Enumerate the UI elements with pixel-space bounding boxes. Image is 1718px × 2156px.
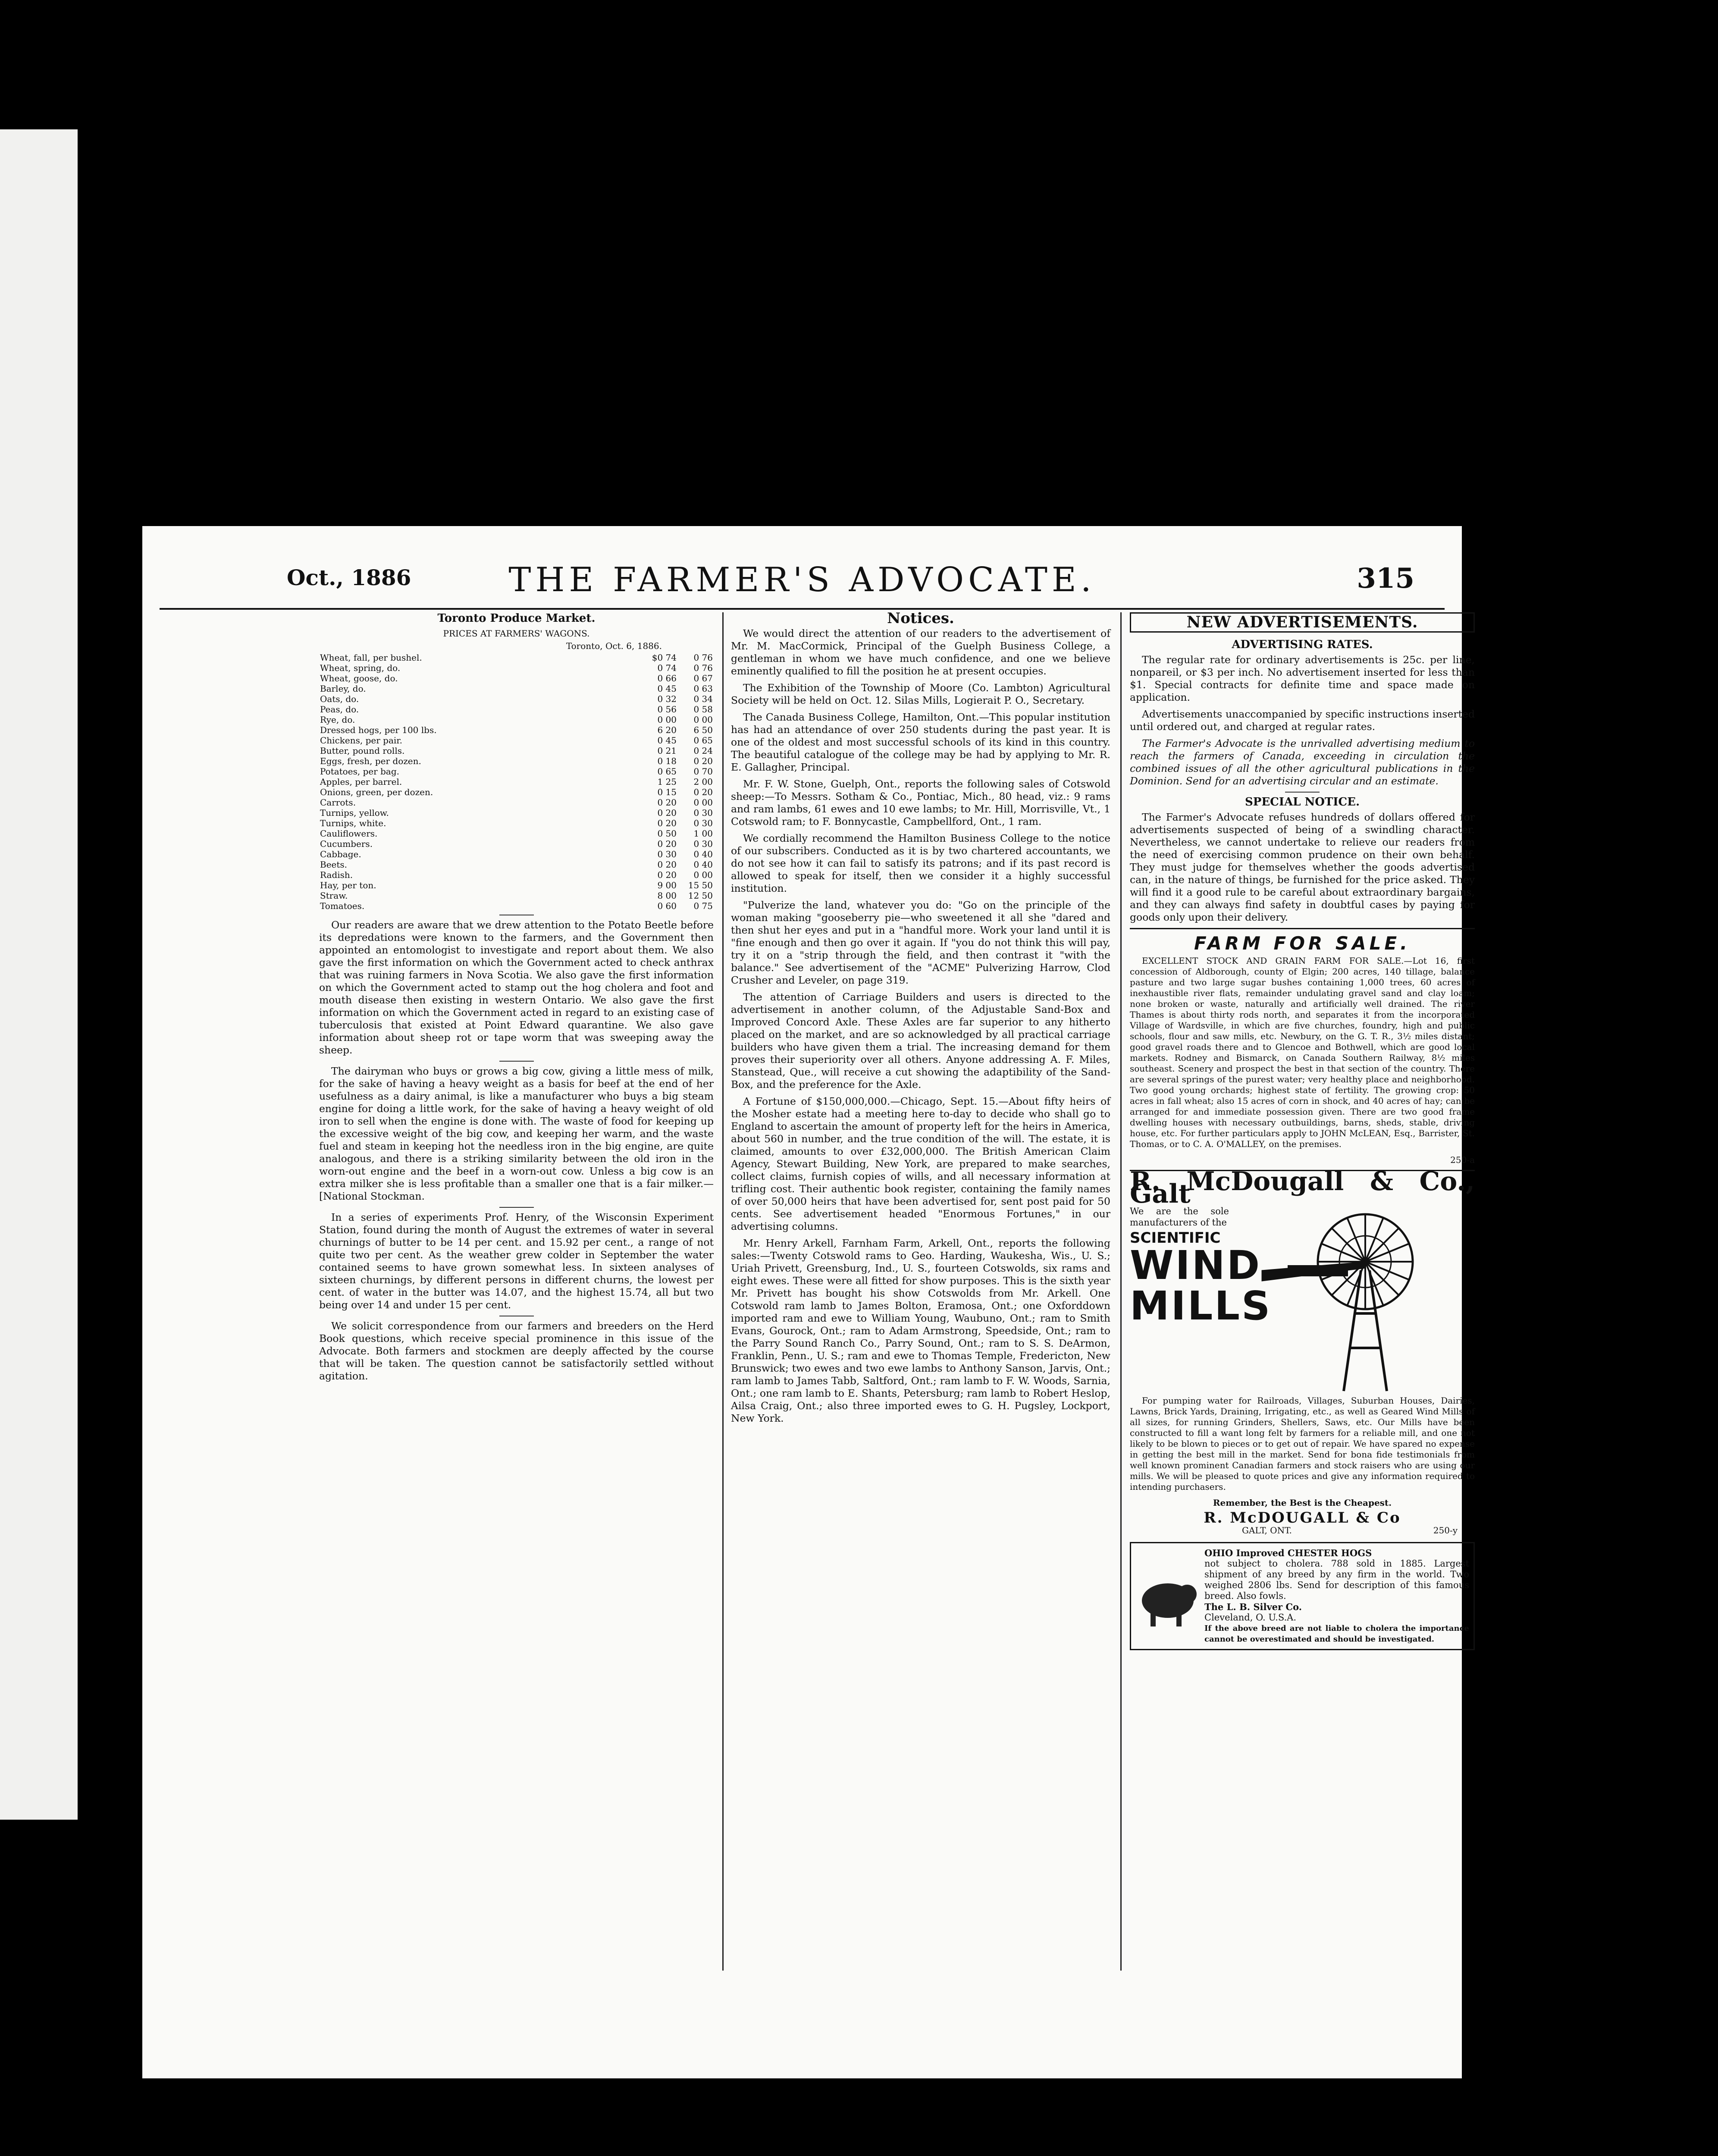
market-item: Eggs, fresh, per dozen. <box>320 756 421 766</box>
mills-label: MILLS <box>1130 1283 1272 1329</box>
market-item: Apples, per barrel. <box>320 777 402 787</box>
mcdougall-name: R. McDOUGALL & Co <box>1204 1509 1401 1526</box>
column-2 <box>731 612 1110 1429</box>
market-item: Cauliflowers. <box>320 828 378 839</box>
market-low: 8 00 <box>657 890 677 901</box>
market-low: 0 20 <box>657 839 677 849</box>
ohio-hogs-body: not subject to cholera. 788 sold in 1885. Largest shipment of any breed by any firm in the world. Two weighed 2806 lbs. Send for description of this famous breed. Also fowls. <box>1204 1558 1469 1601</box>
divider <box>1285 792 1320 793</box>
ohio-hogs-title: OHIO Improved CHESTER HOGS <box>1204 1548 1372 1558</box>
market-row <box>319 663 714 673</box>
market-low: 0 20 <box>657 859 677 870</box>
market-row <box>319 870 714 880</box>
market-row <box>319 694 714 704</box>
notice-paragraph: We would direct the attention of our readers to the advertisement of Mr. M. MacCormick, Principal of the Guelph Business College, a gentleman in whom we have much confidence, and one we believe eminently qualified to fill the position he at present occupies. <box>731 627 1110 677</box>
windmill-slogan: Remember, the Best is the Cheapest. <box>1213 1498 1392 1508</box>
windmill-icon <box>1236 1206 1460 1395</box>
new-advertisements-title: NEW ADVERTISEMENTS. <box>1130 612 1475 633</box>
market-low: 0 66 <box>657 673 677 683</box>
column-1 <box>319 612 714 1387</box>
market-row <box>319 766 714 777</box>
market-low: 0 50 <box>657 828 677 839</box>
market-low: 0 20 <box>657 870 677 880</box>
notice-paragraph: Mr. Henry Arkell, Farnham Farm, Arkell, Ont., reports the following sales:—Twenty Cotswold rams to Geo. Harding, Waukesha, Wis., U. S.; Uriah Privett, Greensburg, Ind., U. S., fourteen Cotswolds, six rams and eight ewes. These were all fitted for show purposes. This is the sixth year Mr. Privett has bought his show Cotswolds from Mr. Arkell. One Cotswold ram lamb to James Bolton, Eramosa, Ont.; one Oxforddown imported ram and ewe to William Young, Waubuno, Ont.; ram to Smith Evans, Gourock, Ont.; ram to Adam Armstrong, Speedside, Ont.; ram to the Parry Sound Ranch Co., Parry Sound, Ont.; ram to S. S. DeArmon, Franklin, Penn., U. S.; ram and ewe to Thomas Temple, Fredericton, New Brunswick; two ewes and two ewe lambs to Anthony Sanson, Jarvis, Ont.; ram lamb to James Tabb, Saltford, Ont.; ram lamb to F. W. Woods, Sarnia, Ont.; one ram lamb to E. Shants, Petersburg; ram lamb to Robert Heslop, Ailsa Craig, Ont.; also three imported ewes to G. H. Pugsley, Lockport, New York. <box>731 1237 1110 1424</box>
market-high: 0 00 <box>693 714 713 725</box>
market-row <box>319 849 714 859</box>
notice-paragraph: The Canada Business College, Hamilton, Ont.—This popular institution has had an attendance of over 250 students during the past year. It is one of the oldest and most successful schools of its kind in this country. The beautiful catalogue of the college may be had by applying to Mr. R. E. Gallagher, Principal. <box>731 711 1110 773</box>
market-row <box>319 683 714 694</box>
market-low: 0 65 <box>657 766 677 777</box>
market-item: Turnips, yellow. <box>320 808 389 818</box>
divider <box>499 1061 534 1062</box>
mcdougall-title: R. McDougall & Co., Galt <box>1130 1166 1475 1209</box>
market-row <box>319 880 714 890</box>
notice-paragraph: "Pulverize the land, whatever you do: "Go on the principle of the woman making "gooseberry pie—who sweetened it all she "dared and then shut her eyes and put in a "handful more. Work your land until it is "fine enough and then go over it again. If "you do not think this will pay, try it on a "strip through the field, and then contrast it "with the balance." See advertisement of the "ACME" Pulverizing Harrow, Clod Crusher and Leveler, on page 319. <box>731 899 1110 986</box>
market-row <box>319 901 714 911</box>
market-high: 0 30 <box>693 839 713 849</box>
market-low: 0 15 <box>657 787 677 797</box>
market-row <box>319 746 714 756</box>
market-row <box>319 735 714 746</box>
ohio-hogs-place: Cleveland, O. U.S.A. <box>1204 1612 1296 1623</box>
windmill-ad <box>1130 1206 1475 1395</box>
market-row <box>319 714 714 725</box>
market-row <box>319 839 714 849</box>
market-high: 0 40 <box>693 859 713 870</box>
article-paragraph: In a series of experiments Prof. Henry, of the Wisconsin Experiment Station, found during the month of August the extremes of water in several churnings of butter to be 14 per cent. and 15.92 per cent., a range of not quite two per cent. As the weather grew colder in September the water contained seems to have grown somewhat less. In sixteen analyses of sixteen churnings, by different persons in different churns, the lowest per cent. of water in the butter was 14.07, and the highest 15.74, all but two being over 14 and under 15 per cent. <box>319 1211 714 1311</box>
market-high: 0 67 <box>693 673 713 683</box>
rates-paragraph: The regular rate for ordinary advertisements is 25c. per line, nonpareil, or $3 per inch. No advertisement inserted for less than $1. Special contracts for definite time and space made on application. <box>1130 654 1475 703</box>
market-low: 0 60 <box>657 901 677 911</box>
rates-title: ADVERTISING RATES. <box>1232 638 1373 651</box>
market-row <box>319 777 714 787</box>
market-high: 15 50 <box>688 880 713 890</box>
market-item: Cabbage. <box>320 849 361 859</box>
market-item: Straw. <box>320 890 348 901</box>
header-date: Oct., 1886 <box>287 565 411 590</box>
mcdougall-code: 250-y <box>1433 1525 1458 1536</box>
market-high: 0 34 <box>693 694 713 704</box>
special-notice-paragraph: The Farmer's Advocate refuses hundreds of dollars offered for advertisements suspected of being of a swindling character. Nevertheless, we cannot undertake to relieve our readers from the need of exercising common prudence on their own behalf. They must judge for themselves whether the goods advertised can, in the nature of things, be furnished for the price asked. They will find it a good rule to be careful about extraordinary bargains, and they can always find safety in doubtful cases by paying for goods only upon their delivery. <box>1130 811 1475 923</box>
ohio-hogs-note: If the above breed are not liable to cholera the importance cannot be overestimated and should be investigated. <box>1204 1624 1469 1644</box>
market-row <box>319 652 714 663</box>
market-item: Barley, do. <box>320 683 366 694</box>
notice-paragraph: The attention of Carriage Builders and users is directed to the advertisement in another column, of the Adjustable Sand-Box and Improved Concord Axle. These Axles are far superior to any hitherto placed on the market, and are so acknowledged by all practical carriage builders who have given them a trial. The increasing demand for them proves their superiority over all others. Anyone addressing A. F. Miles, Stanstead, Que., will receive a cut showing the adaptibility of the Sand-Box, and the preference for the Axle. <box>731 991 1110 1091</box>
newspaper-page <box>142 526 1475 2078</box>
mcdougall-place: GALT, ONT. <box>1242 1525 1292 1536</box>
notice-paragraph: We cordially recommend the Hamilton Business College to the notice of our subscribers. Conducted as it is by two chartered accountants, we do not see how it can fail to satisfy its patrons; and if its past record is allowed to speak for itself, then we consider it a highly successful institution. <box>731 832 1110 894</box>
market-item: Chickens, per pair. <box>320 735 402 746</box>
market-row <box>319 704 714 714</box>
wind-label: WIND <box>1130 1242 1262 1288</box>
page-number: 315 <box>1357 562 1414 595</box>
market-high: 6 50 <box>693 725 713 735</box>
market-row <box>319 818 714 828</box>
farm-ad-text: EXCELLENT STOCK AND GRAIN FARM FOR SALE.—Lot 16, first concession of Aldborough, county of Elgin; 200 acres, 140 tillage, balance pasture and two large sugar bushes containing 1,000 trees, 60 acres of inexhaustible river flats, remainder undulating gravel sand and clay loam; none broken or waste, naturally and artificially well drained. The river Thames is about thirty rods north, and separates it from the incorporated Village of Wardsville, in which are five churches, foundry, high and public schools, flour and saw mills, etc. Newbury, on the G. T. R., 3½ miles distant; good gravel roads there and to Glencoe and Bothwell, which are good local markets. Rodney and Bismarck, on Canada Southern Railway, 8½ miles southeast. Scenery and prospect the best in that section of the country. There are several springs of the purest water; very healthy place and neighborhood. Two good young orchards; highest state of fertility. The growing crop: 50 acres in fall wheat; also 15 acres of corn in shock, and 40 acres of hay; can be arranged for and immediate possession given. There are two good frame dwelling houses with necessary outbuildings, barns, sheds, stable, driving house, etc. For further particulars apply to JOHN McLEAN, Esq., Barrister, St. Thomas, or to C. A. O'MALLEY, on the premises. <box>1130 956 1475 1149</box>
market-low: 0 20 <box>657 818 677 828</box>
notices-title: Notices. <box>887 610 954 627</box>
market-high: 0 76 <box>693 652 713 663</box>
article-paragraph: The dairyman who buys or grows a big cow, giving a little mess of milk, for the sake of having a heavy weight as a basis for beef at the end of her usefulness as a dairy animal, is like a manufacturer who buys a big steam engine for doing a little work, for the sake of having a heavy weight of old iron to sell when the engine is done with. The waste of food for keeping up the excessive weight of the big cow, and keeping her warm, and the waste fuel and steam in keeping hot the needless iron in the big engine, are quite analogous, and there is a striking similarity between the old iron in the worn-out engine and the beef in a worn-out cow. Unless a big cow is an extra milker she is less profitable than a smaller one that is a fair milker.—[National Stockman. <box>319 1065 714 1202</box>
market-subtitle: PRICES AT FARMERS' WAGONS. <box>443 628 590 639</box>
market-dateline: Toronto, Oct. 6, 1886. <box>566 641 662 651</box>
market-low: 6 20 <box>657 725 677 735</box>
market-low: 1 25 <box>657 777 677 787</box>
market-high: 0 63 <box>693 683 713 694</box>
market-low: 0 45 <box>657 683 677 694</box>
farm-for-sale-title: FARM FOR SALE. <box>1194 933 1411 954</box>
market-title: Toronto Produce Market. <box>437 612 596 625</box>
market-item: Wheat, goose, do. <box>320 673 398 683</box>
market-high: 0 76 <box>693 663 713 673</box>
windmill-ad-text <box>1130 1206 1272 1329</box>
market-row <box>319 725 714 735</box>
market-low: 0 20 <box>657 797 677 808</box>
market-low: 0 30 <box>657 849 677 859</box>
market-high: 12 50 <box>688 890 713 901</box>
market-low: 0 00 <box>657 714 677 725</box>
special-notice-title: SPECIAL NOTICE. <box>1245 796 1360 808</box>
market-table <box>319 652 714 911</box>
market-item: Radish. <box>320 870 353 880</box>
notice-paragraph: The Exhibition of the Township of Moore (Co. Lambton) Agricultural Society will be held on Oct. 12. Silas Mills, Logierait P. O., Secretary. <box>731 682 1110 706</box>
market-high: 0 70 <box>693 766 713 777</box>
market-high: 1 00 <box>693 828 713 839</box>
market-low: 0 74 <box>657 663 677 673</box>
ohio-hogs-firm: The L. B. Silver Co. <box>1204 1601 1302 1612</box>
market-item: Turnips, white. <box>320 818 386 828</box>
market-item: Beets. <box>320 859 348 870</box>
market-row <box>319 890 714 901</box>
market-high: 0 40 <box>693 849 713 859</box>
market-row <box>319 756 714 766</box>
column-divider <box>722 612 724 1971</box>
market-item: Peas, do. <box>320 704 359 714</box>
divider <box>499 1207 534 1208</box>
article-paragraph: Our readers are aware that we drew attention to the Potato Beetle before its depredations were known to the farmers, and the Government then appointed an entomologist to investigate and report about them. We also gave the first information on which the Government acted to check anthrax that was ruining farmers in Nova Scotia. We also gave the first information on which the Government acted to stamp out the hog cholera and foot and mouth disease then existing in western Ontario. We also gave the first information on which the Government acted in regard to an existing case of tuberculosis that existed at Point Edward quarantine. We also gave information about sheep rot or tape worm that was sweeping away the sheep. <box>319 919 714 1056</box>
masthead-title: THE FARMER'S ADVOCATE. <box>508 561 1096 599</box>
facing-page-edge <box>0 129 78 1820</box>
market-high: 0 58 <box>693 704 713 714</box>
hog-icon <box>1135 1560 1200 1633</box>
rates-paragraph: The Farmer's Advocate is the unrivalled advertising medium to reach the farmers of Canada, exceeding in circulation the combined issues of all the other agricultural publications in the Dominion. Send for an advertising circular and an estimate. <box>1130 737 1475 787</box>
market-row <box>319 859 714 870</box>
market-low: 0 56 <box>657 704 677 714</box>
market-high: 0 20 <box>693 756 713 766</box>
market-row <box>319 828 714 839</box>
market-row <box>319 787 714 797</box>
windmill-lead: We are the sole manufacturers of the <box>1130 1206 1229 1228</box>
market-item: Wheat, spring, do. <box>320 663 401 673</box>
scientific-label: SCIENTIFIC <box>1130 1229 1221 1247</box>
market-item: Dressed hogs, per 100 lbs. <box>320 725 437 735</box>
market-high: 0 30 <box>693 818 713 828</box>
market-row <box>319 808 714 818</box>
market-high: 0 00 <box>693 797 713 808</box>
market-high: 0 30 <box>693 808 713 818</box>
market-item: Wheat, fall, per bushel. <box>320 652 422 663</box>
market-low: 9 00 <box>657 880 677 890</box>
page-header <box>160 543 1445 610</box>
market-low: 0 32 <box>657 694 677 704</box>
market-row <box>319 673 714 683</box>
ohio-hogs-ad <box>1130 1542 1475 1650</box>
market-high: 0 00 <box>693 870 713 880</box>
notice-paragraph: A Fortune of $150,000,000.—Chicago, Sept. 15.—About fifty heirs of the Mosher estate had a meeting here to-day to decide who shall go to England to ascertain the amount of property left for the heirs in America, about 560 in number, and the true condition of the will. The estate, it is claimed, amounts to over £32,000,000. The British American Claim Agency, Stewart Building, New York, are prepared to make searches, collect claims, furnish copies of wills, and all necessary information at trifling cost. Their authentic book register, containing the family names of over 50,000 heirs that have been advertised for, sent post paid for 50 cents. See advertisement headed "Enormous Fortunes," in our advertising columns. <box>731 1095 1110 1232</box>
column-3 <box>1130 612 1475 1650</box>
article-paragraph: We solicit correspondence from our farmers and breeders on the Herd Book questions, which receive special prominence in this issue of the Advocate. Both farmers and stockmen are deeply affected by the course that will be taken. The question cannot be satisfactorily settled without agitation. <box>319 1320 714 1382</box>
market-item: Oats, do. <box>320 694 359 704</box>
divider <box>1130 928 1475 929</box>
market-item: Butter, pound rolls. <box>320 746 405 756</box>
ohio-hogs-text <box>1204 1548 1469 1645</box>
notice-paragraph: Mr. F. W. Stone, Guelph, Ont., reports the following sales of Cotswold sheep:—To Messrs. Sotham & Co., Pontiac, Mich., 80 head, viz.: 9 rams and ram lambs, 61 ewes and 10 ewe lambs; to Mr. Hill, Morrisville, Vt., 1 Cotswold ram; to F. Bonnycastle, Campbellford, Ont., 1 ram. <box>731 778 1110 827</box>
market-item: Tomatoes. <box>320 901 365 911</box>
market-high: 0 75 <box>693 901 713 911</box>
market-low: 0 18 <box>657 756 677 766</box>
market-low: 0 45 <box>657 735 677 746</box>
market-item: Rye, do. <box>320 714 355 725</box>
market-item: Cucumbers. <box>320 839 373 849</box>
market-high: 2 00 <box>693 777 713 787</box>
market-high: 0 24 <box>693 746 713 756</box>
market-item: Carrots. <box>320 797 356 808</box>
rates-paragraph: Advertisements unaccompanied by specific instructions inserted until ordered out, and charged at regular rates. <box>1130 708 1475 733</box>
market-high: 0 65 <box>693 735 713 746</box>
windmill-body: For pumping water for Railroads, Villages, Suburban Houses, Dairies, Lawns, Brick Yards, Draining, Irrigating, etc., as well as Geared Wind Mills of all sizes, for running Grinders, Shellers, Saws, etc. Our Mills have been constructed to fill a want long felt by farmers for a reliable mill, and one not likely to be blown to pieces or to get out of repair. We have spared no expense in getting the best mill in the market. Send for bona fide testimonials from well known prominent Canadian farmers and stock raisers who are using our mills. We will be pleased to quote prices and give any information required to intending purchasers. <box>1130 1395 1475 1492</box>
market-low: $0 74 <box>652 652 677 663</box>
market-low: 0 21 <box>657 746 677 756</box>
market-row <box>319 797 714 808</box>
market-item: Hay, per ton. <box>320 880 376 890</box>
column-divider <box>1120 612 1122 1971</box>
market-item: Potatoes, per bag. <box>320 766 399 777</box>
market-high: 0 20 <box>693 787 713 797</box>
farm-ad-code: 250-a <box>1450 1155 1475 1165</box>
market-low: 0 20 <box>657 808 677 818</box>
market-item: Onions, green, per dozen. <box>320 787 433 797</box>
